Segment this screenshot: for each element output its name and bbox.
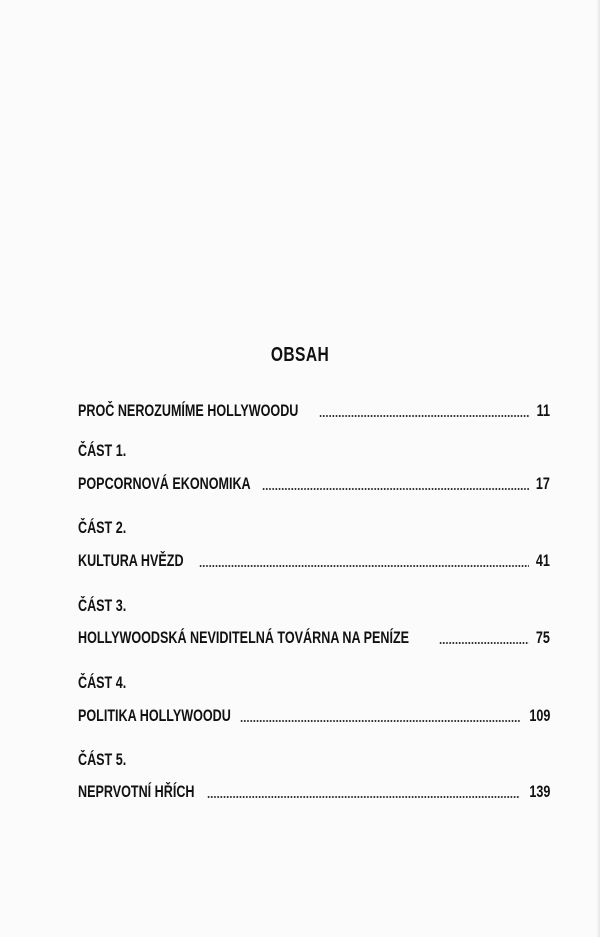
toc-entry-title: POPCORNOVÁ EKONOMIKA <box>78 474 251 493</box>
toc-page-number: 11 <box>536 401 550 420</box>
dot-leader <box>199 565 529 567</box>
toc-entry-title: POLITIKA HOLLYWOODU <box>78 706 231 725</box>
toc-entry-part-4 <box>78 704 550 726</box>
dot-leader <box>240 720 520 722</box>
part-label-3: ČÁST 3. <box>78 596 127 615</box>
dot-leader <box>262 488 529 490</box>
toc-entry-part-2 <box>78 549 550 571</box>
toc-page-number: 109 <box>529 706 550 725</box>
part-label-1: ČÁST 1. <box>78 441 127 460</box>
toc-entry-part-5 <box>78 780 550 802</box>
toc-page-number: 139 <box>529 782 550 801</box>
part-label-5: ČÁST 5. <box>78 750 127 769</box>
part-label-4: ČÁST 4. <box>78 673 127 692</box>
toc-page-number: 17 <box>535 474 550 493</box>
page-edge <box>596 0 600 937</box>
toc-page-number: 75 <box>535 628 550 647</box>
toc-title: OBSAH <box>270 344 330 366</box>
toc-entry-intro <box>78 399 550 421</box>
toc-page-number: 41 <box>535 551 550 570</box>
toc-entry-title: PROČ NEROZUMÍME HOLLYWOODU <box>78 401 299 420</box>
toc-entry-title: KULTURA HVĚZD <box>78 551 184 570</box>
toc-entry-part-3 <box>78 626 550 648</box>
dot-leader <box>207 796 520 798</box>
toc-entry-part-1 <box>78 472 550 494</box>
part-label-2: ČÁST 2. <box>78 518 127 537</box>
dot-leader <box>439 642 529 644</box>
dot-leader <box>319 415 530 417</box>
toc-entry-title: HOLLYWOODSKÁ NEVIDITELNÁ TOVÁRNA NA PENÍZE <box>78 628 410 647</box>
toc-entry-title: NEPRVOTNÍ HŘÍCH <box>78 782 195 801</box>
